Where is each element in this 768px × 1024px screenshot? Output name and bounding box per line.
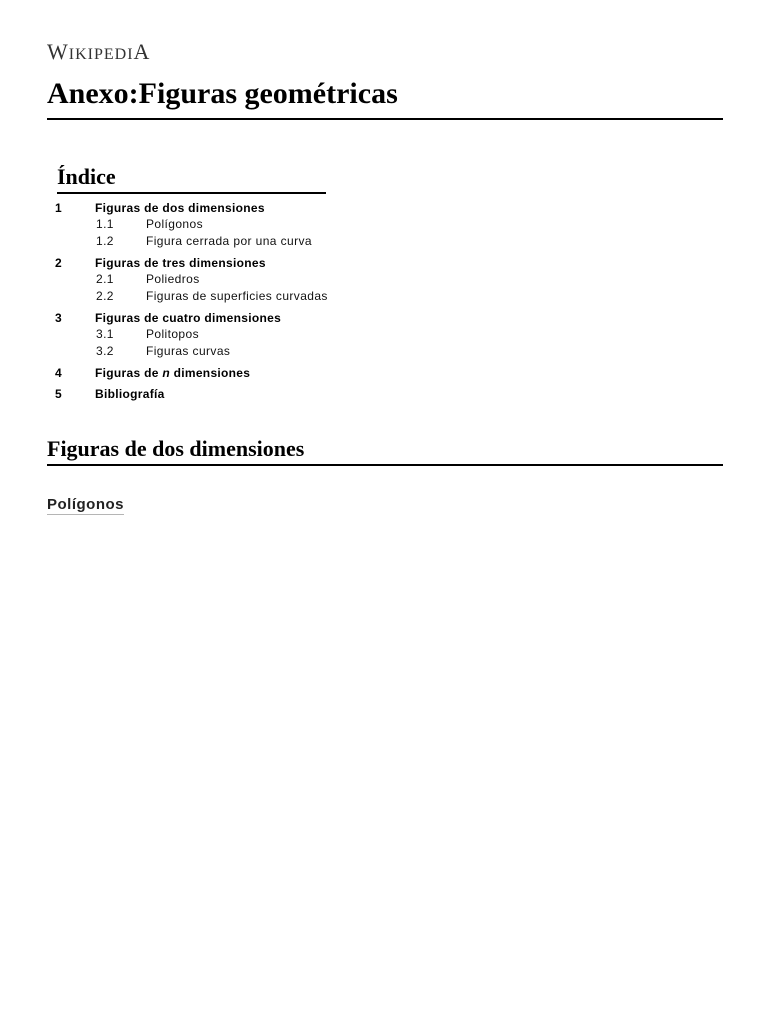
toc-number: 2 — [55, 256, 62, 270]
toc-subitem[interactable] — [97, 216, 723, 233]
toc-link-text-start: Figuras de — [95, 366, 163, 380]
toc-title-block — [57, 164, 326, 194]
toc-list — [57, 200, 723, 402]
toc-sublink[interactable]: Figuras de superficies curvadas — [146, 289, 328, 303]
toc-number: 4 — [55, 366, 62, 380]
toc-subitem[interactable] — [97, 343, 723, 360]
page-title: Anexo:Figuras geométricas — [47, 77, 398, 110]
toc-subnumber: 2.2 — [96, 289, 114, 303]
toc-sublink[interactable]: Politopos — [146, 327, 199, 341]
toc-link-text-end: dimensiones — [169, 366, 251, 380]
toc-item-4 — [57, 365, 723, 381]
toc-subnumber: 1.1 — [96, 217, 114, 231]
toc-link-italic-n: n — [162, 366, 170, 380]
toc-link[interactable]: Bibliografía — [95, 387, 165, 401]
toc-entry[interactable] — [57, 310, 723, 326]
section-heading-block — [47, 436, 723, 466]
toc-item-3 — [57, 310, 723, 360]
toc-title: Índice — [57, 164, 116, 189]
wordmark-middle: IKIPEDI — [68, 46, 134, 63]
toc-item-2 — [57, 255, 723, 305]
toc-sublink[interactable]: Figuras curvas — [146, 344, 231, 358]
toc-sublist — [57, 326, 723, 360]
toc-link[interactable] — [95, 365, 250, 381]
toc-subnumber: 3.2 — [96, 344, 114, 358]
toc-sublink[interactable]: Poliedros — [146, 272, 200, 286]
toc-subitem[interactable] — [97, 271, 723, 288]
toc-entry[interactable] — [57, 365, 723, 381]
toc-subitem[interactable] — [97, 233, 723, 250]
toc-number: 3 — [55, 311, 62, 325]
toc-subnumber: 3.1 — [96, 327, 114, 341]
subsection-heading-block — [47, 496, 124, 515]
toc-link[interactable]: Figuras de dos dimensiones — [95, 201, 265, 215]
toc-item-5 — [57, 386, 723, 402]
toc-number: 1 — [55, 201, 62, 215]
wordmark-final: A — [133, 39, 151, 64]
toc-sublink[interactable]: Figura cerrada por una curva — [146, 234, 312, 248]
subsection-heading: Polígonos — [47, 496, 124, 513]
toc-entry[interactable] — [57, 386, 723, 402]
toc-link[interactable]: Figuras de cuatro dimensiones — [95, 311, 282, 325]
toc-subitem[interactable] — [97, 326, 723, 343]
wordmark-initial: W — [47, 39, 69, 64]
toc-link[interactable]: Figuras de tres dimensiones — [95, 256, 266, 270]
toc-entry[interactable] — [57, 200, 723, 216]
section-heading: Figuras de dos dimensiones — [47, 436, 305, 461]
toc-subnumber: 1.2 — [96, 234, 114, 248]
wikipedia-wordmark[interactable] — [47, 38, 723, 66]
toc-sublink[interactable]: Polígonos — [146, 217, 203, 231]
page-title-block — [47, 76, 723, 120]
table-of-contents — [57, 164, 723, 402]
toc-entry[interactable] — [57, 255, 723, 271]
toc-subitem[interactable] — [97, 288, 723, 305]
toc-item-1 — [57, 200, 723, 250]
toc-sublist — [57, 216, 723, 250]
toc-subnumber: 2.1 — [96, 272, 114, 286]
toc-number: 5 — [55, 387, 62, 401]
page — [47, 38, 723, 515]
toc-sublist — [57, 271, 723, 305]
